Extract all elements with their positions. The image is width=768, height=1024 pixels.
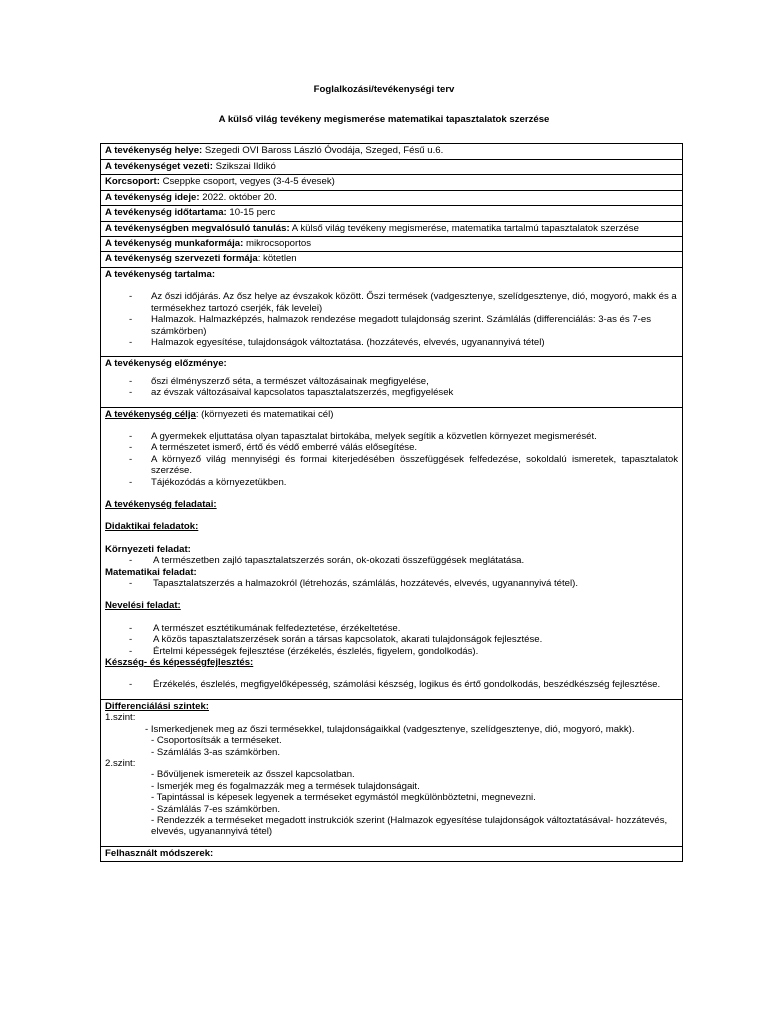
environmental-task-list bbox=[105, 555, 678, 566]
list-item: - az évszak változásaival kapcsolatos tapasztalatszerzés, megfigyelések bbox=[105, 387, 678, 398]
methods-label: Felhasznált módszerek: bbox=[105, 847, 214, 859]
list-item: - Tapintással is képesek legyenek a terméseket egymástól megkülönböztetni, megnevezni. bbox=[151, 792, 536, 804]
location-label: A tevékenység helye: bbox=[105, 145, 203, 156]
org-form-label: A tevékenység szervezeti formája bbox=[105, 253, 258, 265]
environmental-task-label: Környezeti feladat: bbox=[105, 543, 191, 555]
document-subtitle: A külső világ tevékeny megismerése matematikai tapasztalatok szerzése bbox=[218, 114, 550, 125]
list-item: - Érzékelés, észlelés, megfigyelőképesség, számolási készség, logikus és értő gondolkodás, beszédkészség fejlesztése. bbox=[105, 679, 678, 690]
row-org-form bbox=[101, 252, 683, 268]
row-location bbox=[101, 144, 683, 160]
list-item: - Bővüljenek ismereteik az ősszel kapcsolatban. bbox=[151, 769, 355, 781]
row-content bbox=[101, 267, 683, 356]
level-1-label: 1.szint: bbox=[105, 712, 136, 724]
location-value: Szegedi OVI Baross László Óvodája, Szeged, Fésű u.6. bbox=[202, 145, 444, 156]
row-leader bbox=[101, 159, 683, 175]
list-item: - A környező világ mennyiségi és formai kiterjedésében összefüggések felfedezése, sokoldalú ismeretek, tapasztalatok szerzése. bbox=[105, 454, 678, 477]
list-item: - Ismerkedjenek meg az őszi termésekkel, tulajdonságaikkal (vadgesztenye, szelídgesztenye, dió, mogyoró, makk). bbox=[145, 723, 635, 735]
duration-label: A tevékenység időtartama: bbox=[105, 207, 227, 218]
list-item: - Számlálás 3-as számkörben. bbox=[151, 746, 281, 758]
math-task-label: Matematikai feladat: bbox=[105, 566, 197, 578]
tasks-heading: A tevékenység feladatai: bbox=[105, 499, 217, 510]
math-task-list bbox=[105, 578, 678, 589]
antecedents-list bbox=[105, 376, 678, 399]
level-2-list bbox=[105, 769, 678, 837]
row-goals-tasks bbox=[101, 407, 683, 699]
list-item: - A természet esztétikumának felfedeztetése, érzékeltetése. bbox=[105, 623, 678, 634]
skills-list bbox=[105, 679, 678, 690]
work-form-value: mikrocsoportos bbox=[243, 237, 311, 249]
list-item: - őszi élményszerző séta, a természet változásainak megfigyelése, bbox=[105, 376, 678, 387]
level-2-label: 2.szint: bbox=[105, 757, 136, 769]
row-differentiation bbox=[101, 699, 683, 846]
row-date bbox=[101, 190, 683, 206]
list-item: - Az őszi időjárás. Az ősz helye az évszakok között. Őszi termések (vadgesztenye, szelídgesztenye, dió, mogyoró, makk és a termésekhez tartozó cserjék, fák levelei) bbox=[105, 291, 678, 314]
list-item: - Tapasztalatszerzés a halmazokról (létrehozás, számlálás, hozzátevés, elvevés, ugyanannyivá tétel). bbox=[105, 578, 678, 589]
row-methods bbox=[101, 846, 683, 862]
row-antecedents bbox=[101, 357, 683, 407]
row-age-group bbox=[101, 175, 683, 191]
age-group-label: Korcsoport: bbox=[105, 176, 160, 187]
differentiation-heading: Differenciálási szintek: bbox=[105, 700, 209, 712]
row-duration bbox=[101, 206, 683, 222]
org-form-value: : kötetlen bbox=[257, 253, 297, 265]
learning-value: A külső világ tevékeny megismerése, matematika tartalmú tapasztalatok szerzése bbox=[289, 222, 639, 234]
list-item: - Ismerjék meg és fogalmazzák meg a termések tulajdonságait. bbox=[151, 780, 420, 792]
content-label: A tevékenység tartalma: bbox=[105, 268, 216, 280]
age-group-value: Cseppke csoport, vegyes (3-4-5 évesek) bbox=[159, 176, 335, 187]
document-title: Foglalkozási/tevékenységi terv bbox=[313, 84, 455, 95]
list-item: - Csoportosítsák a terméseket. bbox=[151, 735, 282, 747]
date-value: 2022. október 20. bbox=[199, 191, 277, 203]
skills-heading: Készség- és képességfejlesztés: bbox=[105, 657, 254, 669]
leader-label: A tevékenységet vezeti: bbox=[105, 160, 213, 172]
leader-value: Szikszai Ildikó bbox=[212, 160, 276, 172]
goal-label: A tevékenység célja bbox=[105, 408, 196, 420]
education-task-heading: Nevelési feladat: bbox=[105, 600, 181, 612]
duration-value: 10-15 perc bbox=[226, 207, 276, 218]
learning-label: A tevékenységben megvalósuló tanulás: bbox=[105, 222, 290, 234]
list-item: - A természetben zajló tapasztalatszerzés során, ok-okozati összefüggések meglátatása. bbox=[105, 555, 678, 566]
work-form-label: A tevékenység munkaformája: bbox=[105, 237, 244, 249]
didactic-heading: Didaktikai feladatok: bbox=[105, 521, 199, 533]
goal-suffix: : (környezeti és matematikai cél) bbox=[195, 408, 334, 420]
list-item: - A közös tapasztalatszerzések során a társas kapcsolatok, akarati tulajdonságok fejlesztése. bbox=[105, 634, 678, 645]
date-label: A tevékenység ideje: bbox=[105, 191, 200, 203]
list-item: - Rendezzék a terméseket megadott instrukciók szerint (Halmazok egyesítése tulajdonságok változtatásával- hozzátevés, elvevés, ugyanannyivá tétel) bbox=[151, 814, 668, 838]
content-list bbox=[105, 291, 678, 348]
list-item: - A természetet ismerő, értő és védő emberré válás elősegítése. bbox=[105, 442, 678, 453]
activity-plan-table bbox=[100, 143, 683, 862]
goal-list bbox=[105, 431, 678, 488]
education-task-list bbox=[105, 623, 678, 657]
list-item: - Halmazok. Halmazképzés, halmazok rendezése megadott tulajdonság szerint. Számlálás (differenciálás: 3-as és 7-es számkörben) bbox=[105, 314, 678, 337]
list-item: - Értelmi képességek fejlesztése (érzékelés, észlelés, figyelem, gondolkodás). bbox=[105, 646, 678, 657]
list-item: - Halmazok egyesítése, tulajdonságok változtatása. (hozzátevés, elvevés, ugyanannyivá tétel) bbox=[105, 337, 678, 348]
list-item: - Tájékozódás a környezetükben. bbox=[105, 477, 678, 488]
level-1-list bbox=[105, 724, 678, 758]
antecedents-label: A tevékenység előzménye: bbox=[105, 358, 227, 370]
list-item: - A gyermekek eljuttatása olyan tapasztalat birtokába, melyek segítik a közvetlen környezet megismerését. bbox=[105, 431, 678, 442]
row-learning bbox=[101, 221, 683, 236]
list-item: - Számlálás 7-es számkörben. bbox=[151, 803, 281, 815]
row-work-form bbox=[101, 236, 683, 252]
